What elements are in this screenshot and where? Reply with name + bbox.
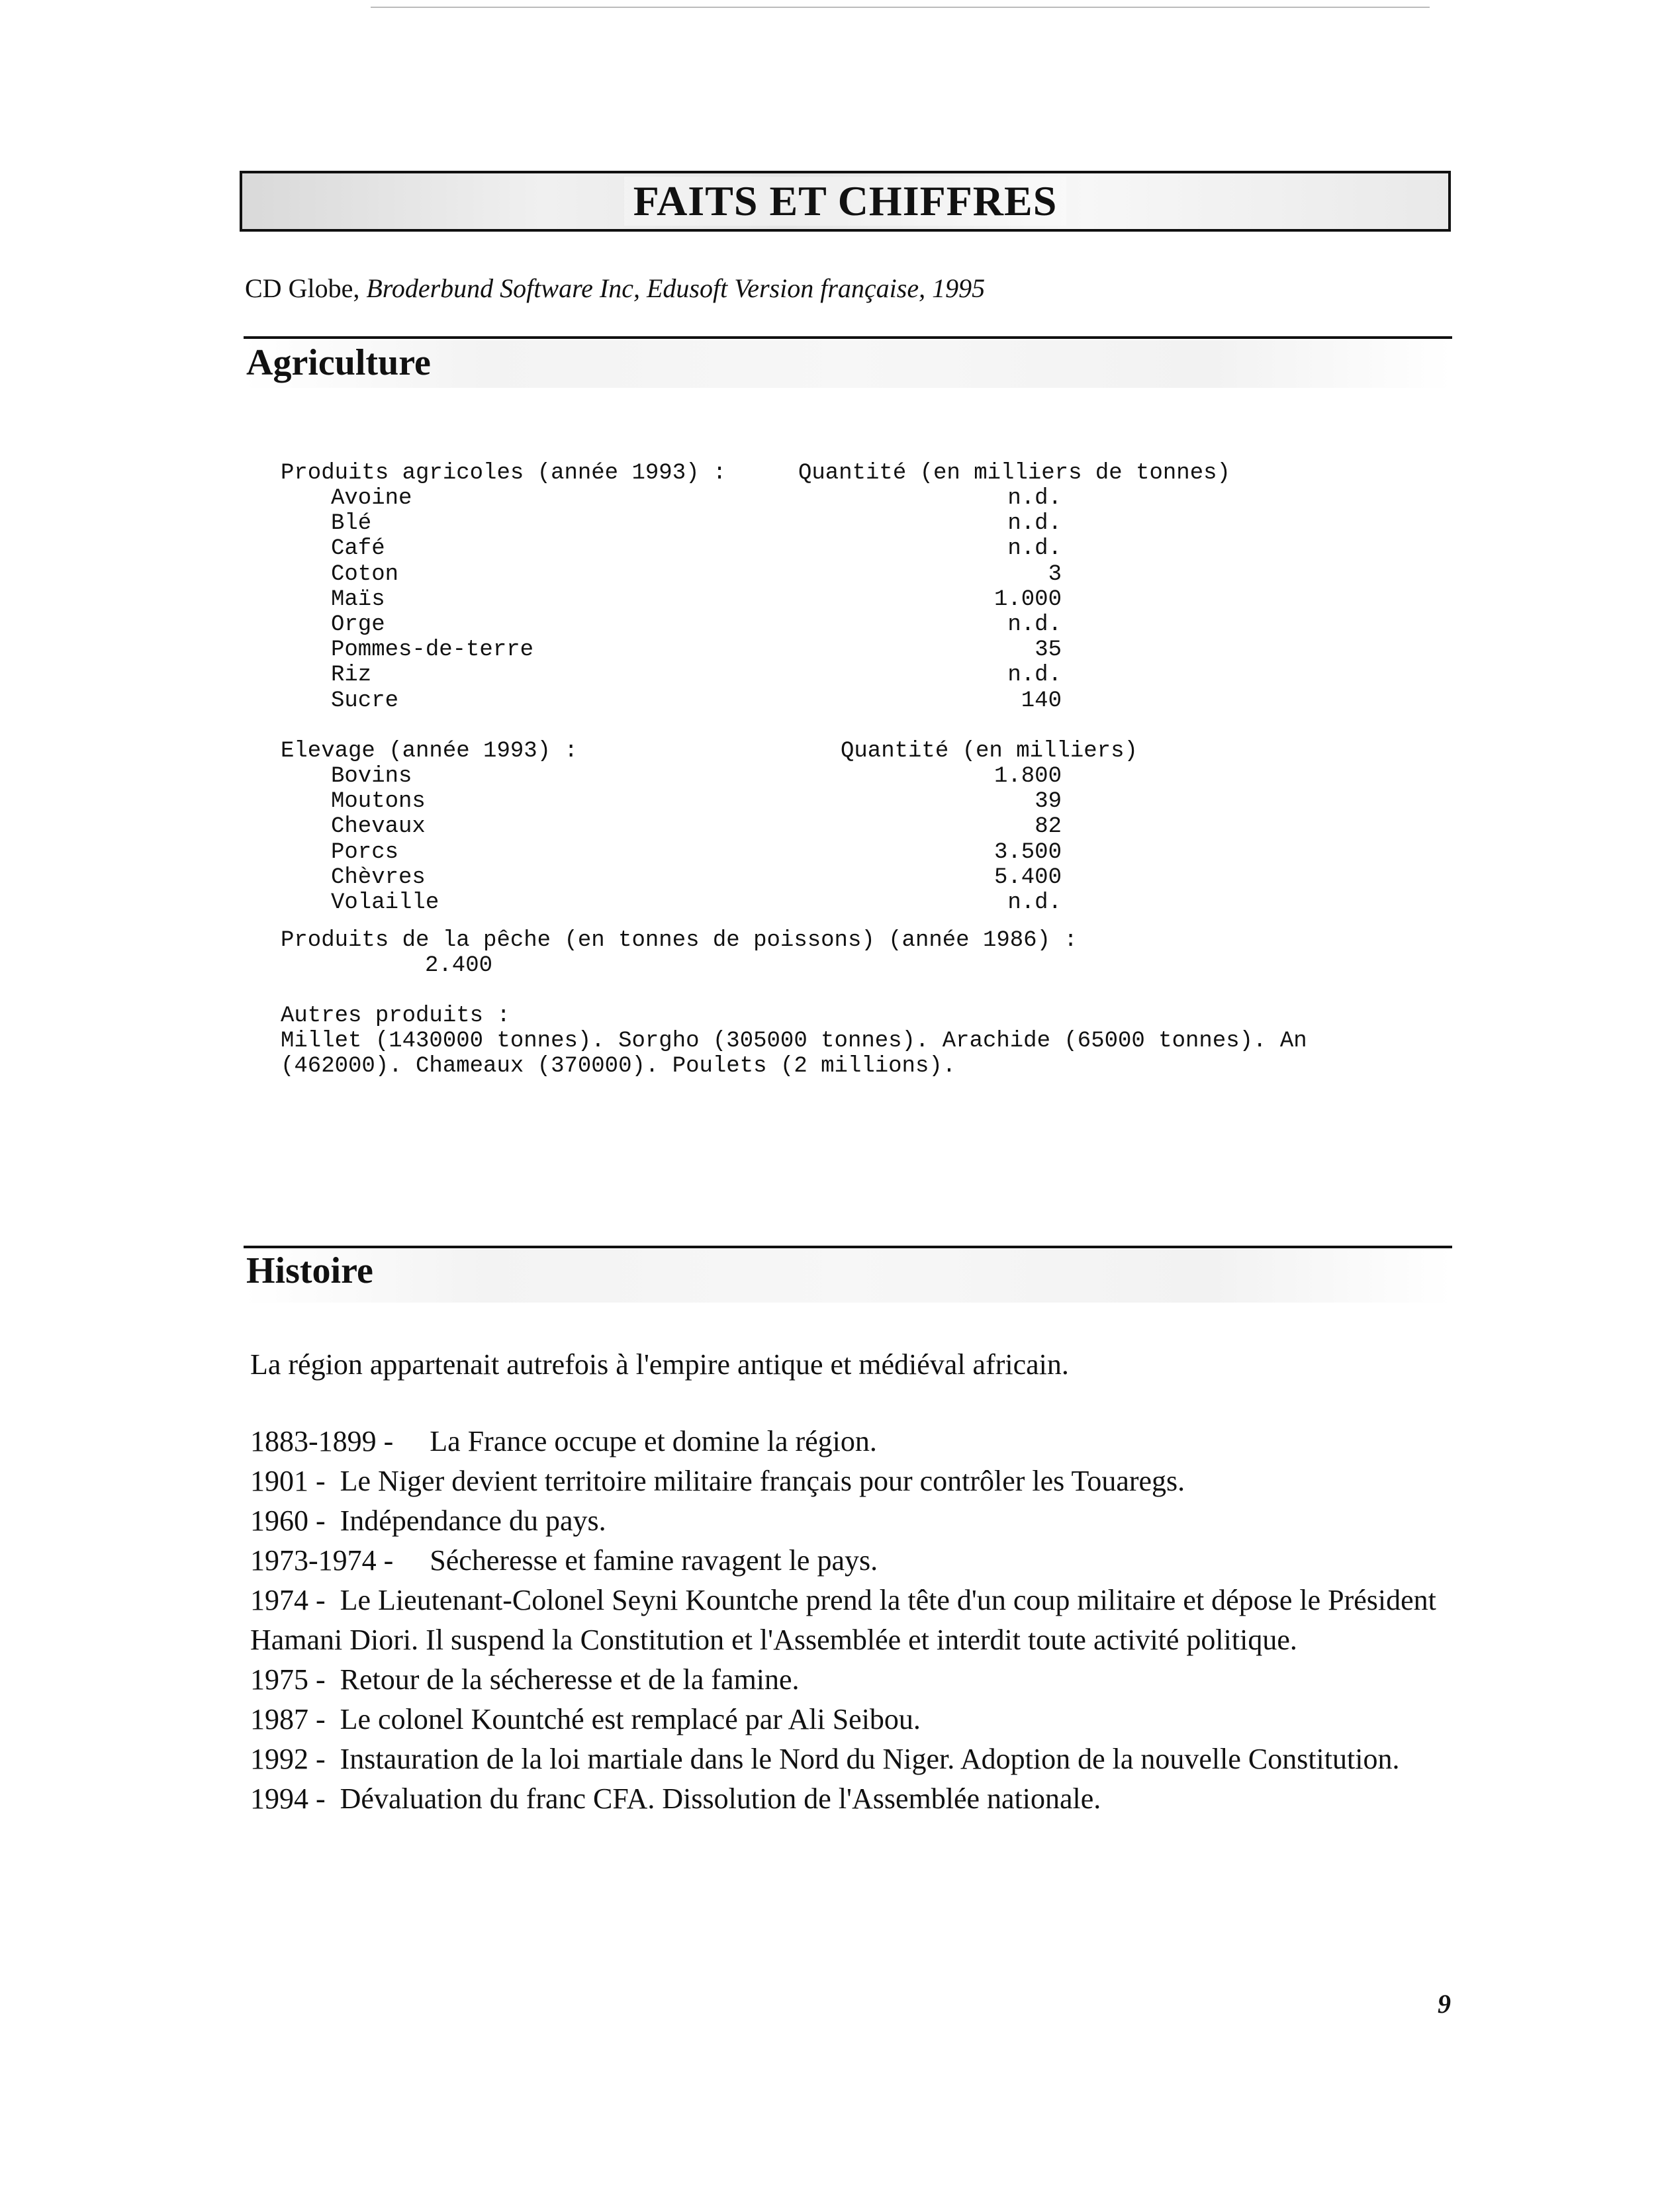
list-item	[331, 486, 1062, 511]
history-event: 1987 - Le colonel Kountché est remplacé par Ali Seibou.	[250, 1703, 921, 1735]
list-item	[331, 814, 1062, 839]
page-number: 9	[1438, 1989, 1451, 2019]
list-item	[331, 764, 1062, 789]
autres-line-2: (462000). Chameaux (370000). Poulets (2 millions).	[281, 1054, 956, 1079]
list-item	[331, 890, 1062, 915]
item-name: Orge	[331, 612, 385, 637]
history-event: 1960 - Indépendance du pays.	[250, 1504, 606, 1537]
item-name: Moutons	[331, 789, 426, 815]
scan-top-rule	[371, 7, 1430, 8]
list-item	[331, 663, 1062, 688]
source-prefix: CD Globe,	[245, 273, 367, 303]
histoire-body	[250, 1345, 1455, 1819]
history-event: 1992 - Instauration de la loi martiale dans le Nord du Niger. Adoption de la nouvelle Constitution.	[250, 1743, 1400, 1775]
list-item	[331, 865, 1062, 890]
autres-line-1: Millet (1430000 tonnes). Sorgho (305000 tonnes). Arachide (65000 tonnes). An	[281, 1029, 1307, 1054]
item-name: Porcs	[331, 839, 399, 865]
item-quantity: 82	[1035, 814, 1062, 840]
item-quantity: n.d.	[1007, 536, 1062, 562]
item-name: Bovins	[331, 764, 412, 789]
autres-label: Autres produits :	[281, 1003, 510, 1029]
item-quantity: n.d.	[1007, 663, 1062, 688]
list-item	[331, 511, 1062, 536]
item-name: Sucre	[331, 688, 399, 714]
item-name: Chèvres	[331, 864, 426, 890]
list-item	[331, 536, 1062, 561]
histoire-rule	[244, 1246, 1452, 1248]
history-event: 1975 - Retour de la sécheresse et de la famine.	[250, 1663, 800, 1696]
item-name: Riz	[331, 663, 372, 688]
agriculture-rule	[244, 336, 1452, 339]
elevage-label: Elevage (année 1993) :	[281, 739, 578, 764]
history-event: 1883-1899 - La France occupe et domine la région.	[250, 1425, 877, 1457]
histoire-events	[250, 1422, 1455, 1819]
elevage-list	[331, 764, 1062, 915]
produits-list	[331, 486, 1062, 714]
list-item	[331, 688, 1062, 714]
item-name: Pommes-de-terre	[331, 637, 534, 663]
source-citation	[245, 273, 985, 304]
item-name: Avoine	[331, 486, 412, 511]
item-quantity: 39	[1035, 789, 1062, 815]
item-name: Chevaux	[331, 814, 426, 840]
page-title-box	[240, 171, 1451, 232]
item-name: Café	[331, 536, 385, 562]
item-quantity: n.d.	[1007, 612, 1062, 637]
histoire-heading-band	[244, 1250, 1452, 1303]
item-quantity: 3.500	[993, 839, 1062, 865]
list-item	[331, 562, 1062, 587]
history-event: 1974 - Le Lieutenant-Colonel Seyni Kountche prend la tête d'un coup militaire et dépose le Président Hamani Diori. Il suspend la Constitution et l'Assemblée et interdit toute activité politique.	[250, 1584, 1444, 1656]
agriculture-heading: Agriculture	[246, 342, 431, 383]
produits-qty-header: Quantité (en milliers de tonnes)	[798, 461, 1230, 486]
history-event: 1994 - Dévaluation du franc CFA. Dissolution de l'Assemblée nationale.	[250, 1782, 1101, 1815]
item-quantity: n.d.	[1007, 511, 1062, 537]
item-name: Coton	[331, 561, 399, 587]
produits-label: Produits agricoles (année 1993) :	[281, 461, 727, 486]
list-item	[331, 789, 1062, 814]
item-quantity: 3	[1048, 561, 1062, 587]
item-name: Volaille	[331, 890, 439, 915]
item-quantity: 1.800	[993, 764, 1062, 789]
item-quantity: 35	[1035, 637, 1062, 663]
list-item	[331, 840, 1062, 865]
histoire-heading: Histoire	[246, 1250, 373, 1291]
source-italic: Broderbund Software Inc, Edusoft Version française, 1995	[366, 273, 986, 303]
item-quantity: n.d.	[1007, 890, 1062, 915]
item-quantity: 140	[1021, 688, 1062, 714]
item-quantity: 5.400	[993, 864, 1062, 890]
histoire-intro: La région appartenait autrefois à l'empire antique et médiéval africain.	[250, 1348, 1069, 1381]
item-quantity: n.d.	[1007, 486, 1062, 511]
history-event: 1901 - Le Niger devient territoire militaire français pour contrôler les Touaregs.	[250, 1465, 1185, 1497]
elevage-qty-header: Quantité (en milliers)	[841, 739, 1138, 764]
item-name: Blé	[331, 511, 372, 537]
item-quantity: 1.000	[993, 586, 1062, 612]
list-item	[331, 587, 1062, 612]
page-title: FAITS ET CHIFFRES	[624, 177, 1067, 226]
list-item	[331, 637, 1062, 663]
list-item	[331, 612, 1062, 637]
peche-label: Produits de la pêche (en tonnes de poissons) (année 1986) :	[281, 928, 1078, 953]
peche-value: 2.400	[425, 953, 493, 978]
history-event: 1973-1974 - Sécheresse et famine ravagent le pays.	[250, 1544, 878, 1577]
item-name: Maïs	[331, 586, 385, 612]
